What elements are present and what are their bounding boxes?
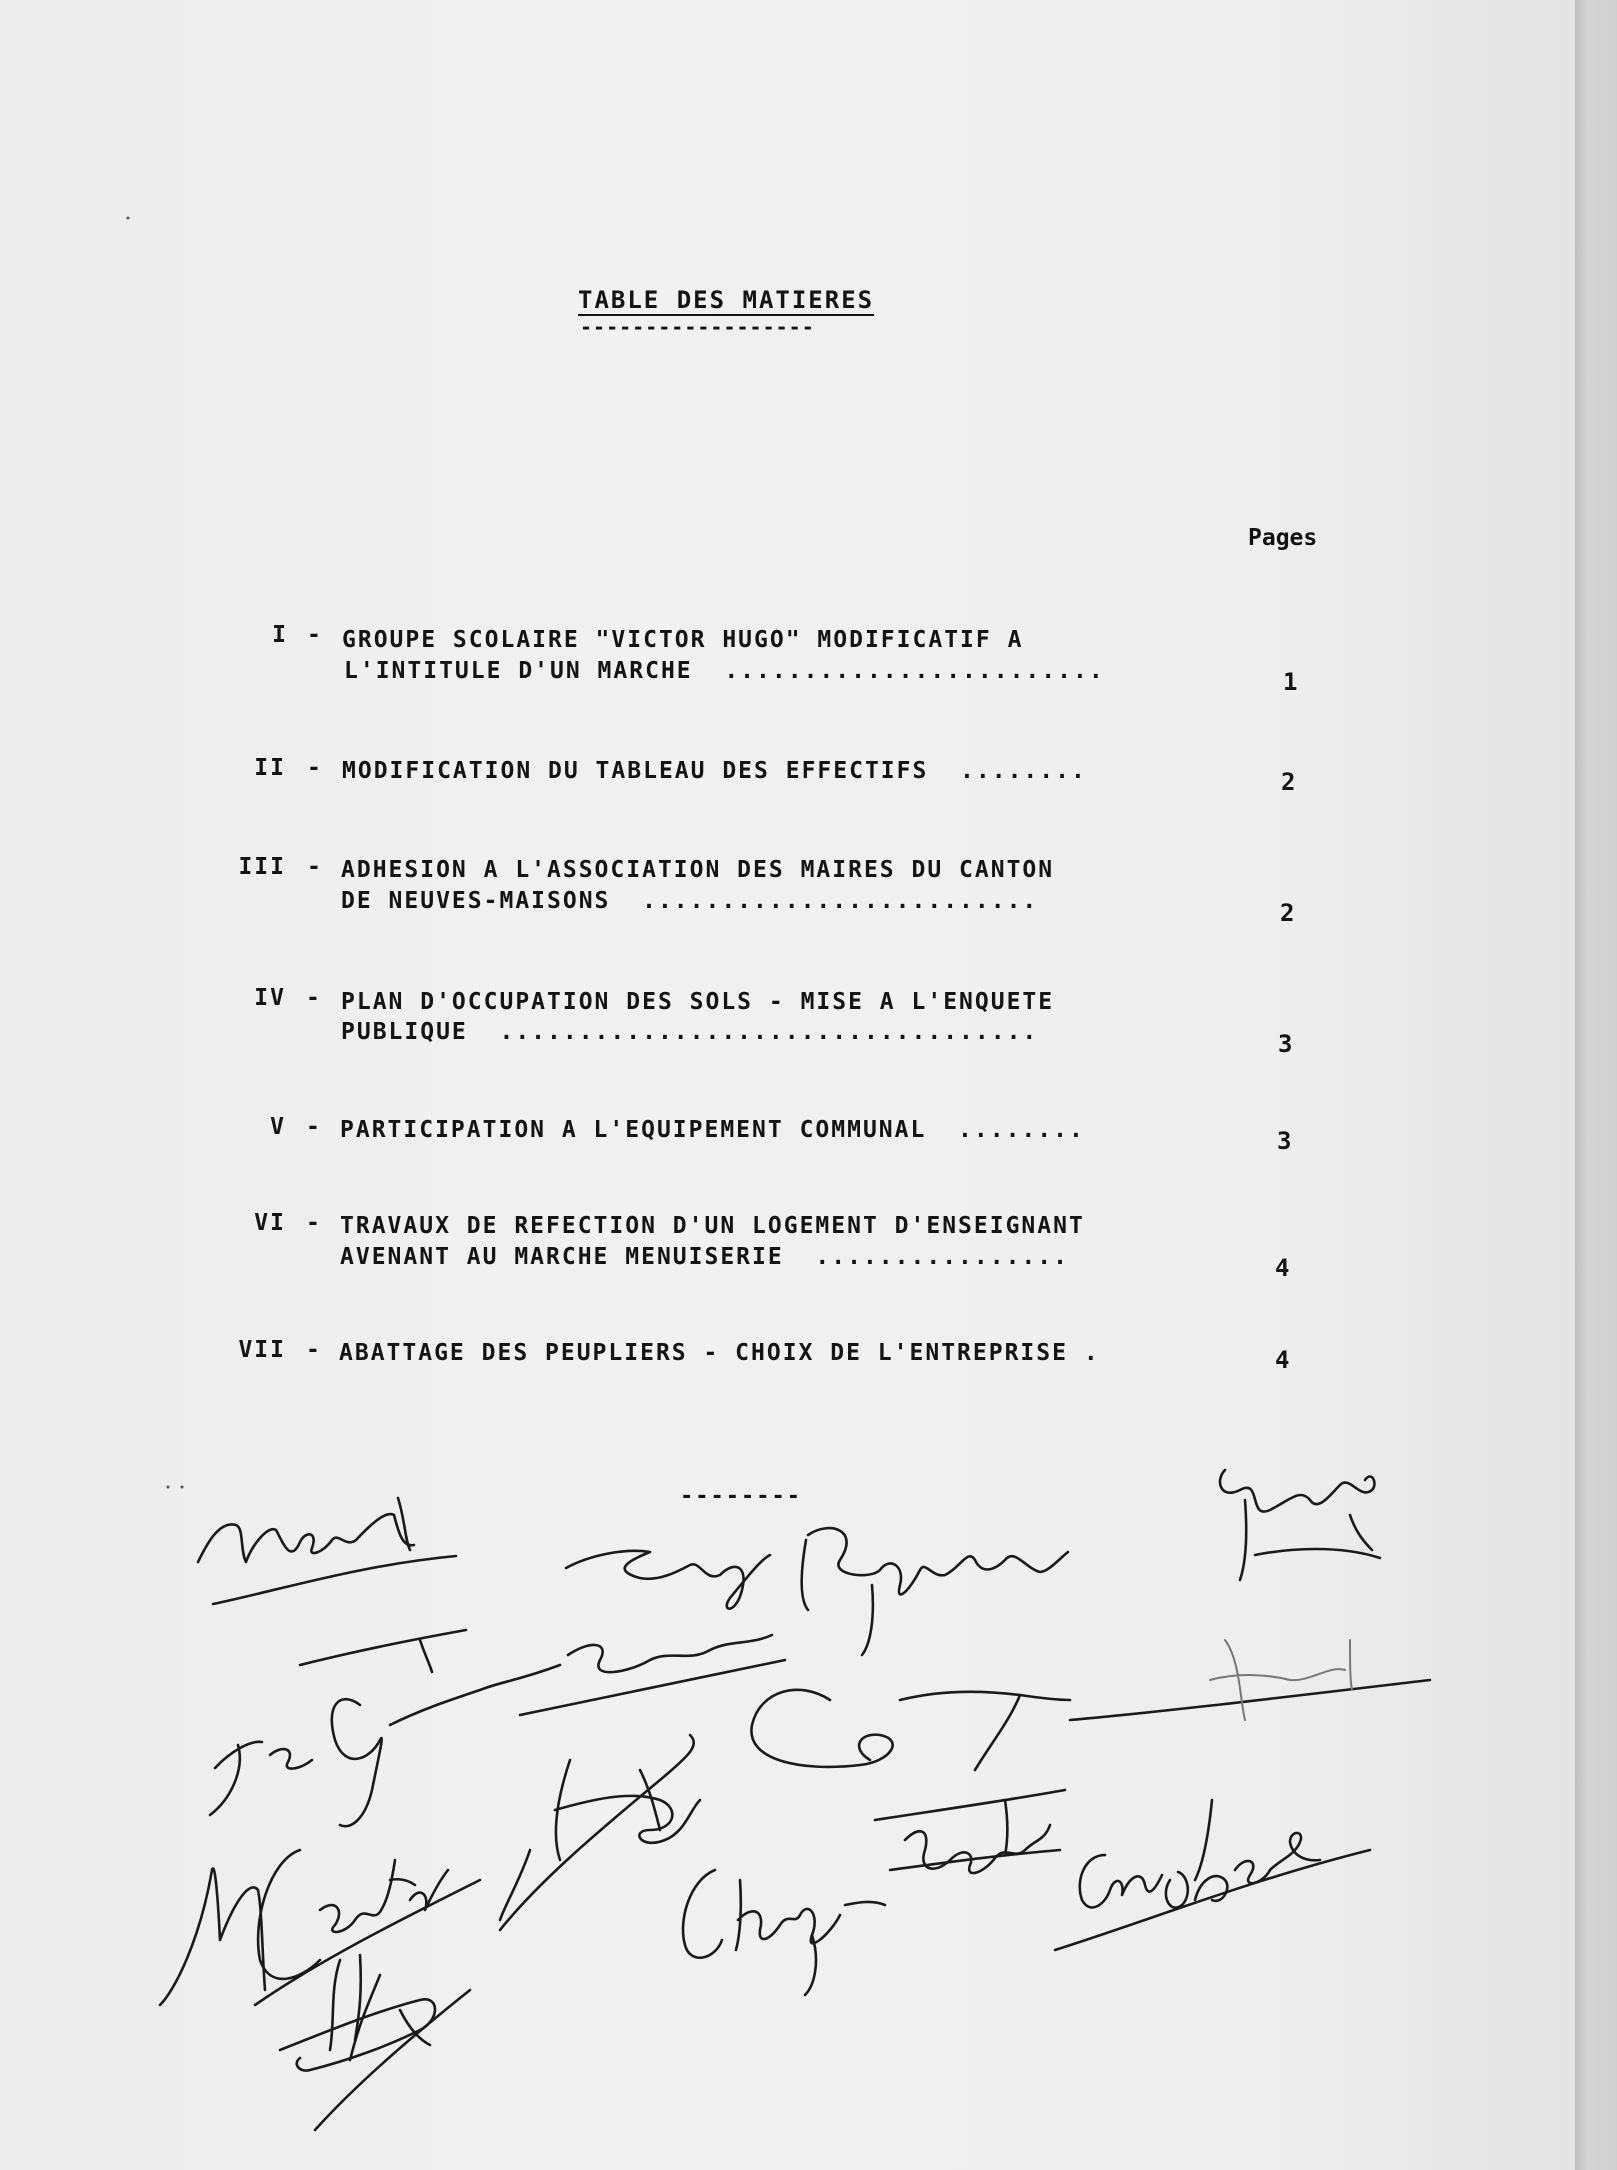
- entry-title-line1: TRAVAUX DE REFECTION D'UN LOGEMENT D'ENSEIGNANT: [340, 1213, 1085, 1239]
- document-title: TABLE DES MATIERES: [578, 286, 875, 314]
- signature-image: [280, 1955, 470, 2130]
- entry-number: V: [270, 1114, 286, 1140]
- entry-dash: -: [306, 1114, 322, 1140]
- entry-dash: -: [306, 1210, 322, 1236]
- entry-number: VI: [254, 1210, 286, 1236]
- entry-page: 4: [1275, 1346, 1292, 1374]
- signature-image: [683, 1790, 1065, 1995]
- entry-page: 3: [1277, 1127, 1294, 1155]
- entry-page: 1: [1283, 668, 1300, 696]
- signature-image: [1055, 1800, 1370, 1950]
- pages-column-label: Pages: [1248, 525, 1318, 551]
- page-edge: [1575, 0, 1617, 2170]
- signature-image: [500, 1735, 700, 1930]
- entry-dash: -: [306, 1337, 322, 1363]
- signature-image: [160, 1850, 480, 2005]
- signature-image: [1220, 1470, 1380, 1580]
- entry-page: 2: [1280, 899, 1297, 927]
- signature-image: [210, 1630, 785, 1826]
- entry-title-line1: ABATTAGE DES PEUPLIERS - CHOIX DE L'ENTREPRISE .: [339, 1340, 1100, 1366]
- entry-title-line1: PARTICIPATION A L'EQUIPEMENT COMMUNAL ........: [340, 1117, 1085, 1143]
- entry-title-line2: PUBLIQUE ..................................: [341, 1019, 1039, 1045]
- entry-page: 3: [1278, 1030, 1295, 1058]
- signature-image: [198, 1498, 456, 1604]
- entry-page: 2: [1281, 768, 1298, 796]
- entry-dash: -: [306, 985, 322, 1011]
- entry-dash: -: [307, 622, 323, 648]
- closing-separator: --------: [680, 1484, 802, 1509]
- entry-title-line2: AVENANT AU MARCHE MENUISERIE ................: [340, 1244, 1069, 1270]
- entry-title-line2: DE NEUVES-MAISONS .........................: [341, 888, 1039, 914]
- entry-title-line1: MODIFICATION DU TABLEAU DES EFFECTIFS ........: [342, 758, 1087, 784]
- entry-number: III: [238, 854, 286, 880]
- entry-number: VII: [238, 1337, 286, 1363]
- entry-title-line1: PLAN D'OCCUPATION DES SOLS - MISE A L'ENQUETE: [341, 989, 1055, 1015]
- entry-number: II: [254, 755, 286, 781]
- entry-dash: -: [307, 854, 323, 880]
- entry-number: IV: [254, 985, 286, 1011]
- signature-image: [751, 1680, 1430, 1770]
- title-rule: ------------------: [580, 315, 815, 339]
- signature-image: [566, 1528, 1068, 1655]
- signature-image: [1210, 1640, 1352, 1720]
- entry-title-line2: L'INTITULE D'UN MARCHE ........................: [344, 658, 1105, 684]
- entry-page: 4: [1275, 1254, 1292, 1282]
- entry-number: I: [272, 622, 288, 648]
- entry-title-line1: GROUPE SCOLAIRE "VICTOR HUGO" MODIFICATIF A: [342, 627, 1024, 653]
- entry-dash: -: [307, 755, 323, 781]
- entry-title-line1: ADHESION A L'ASSOCIATION DES MAIRES DU CANTON: [341, 857, 1055, 883]
